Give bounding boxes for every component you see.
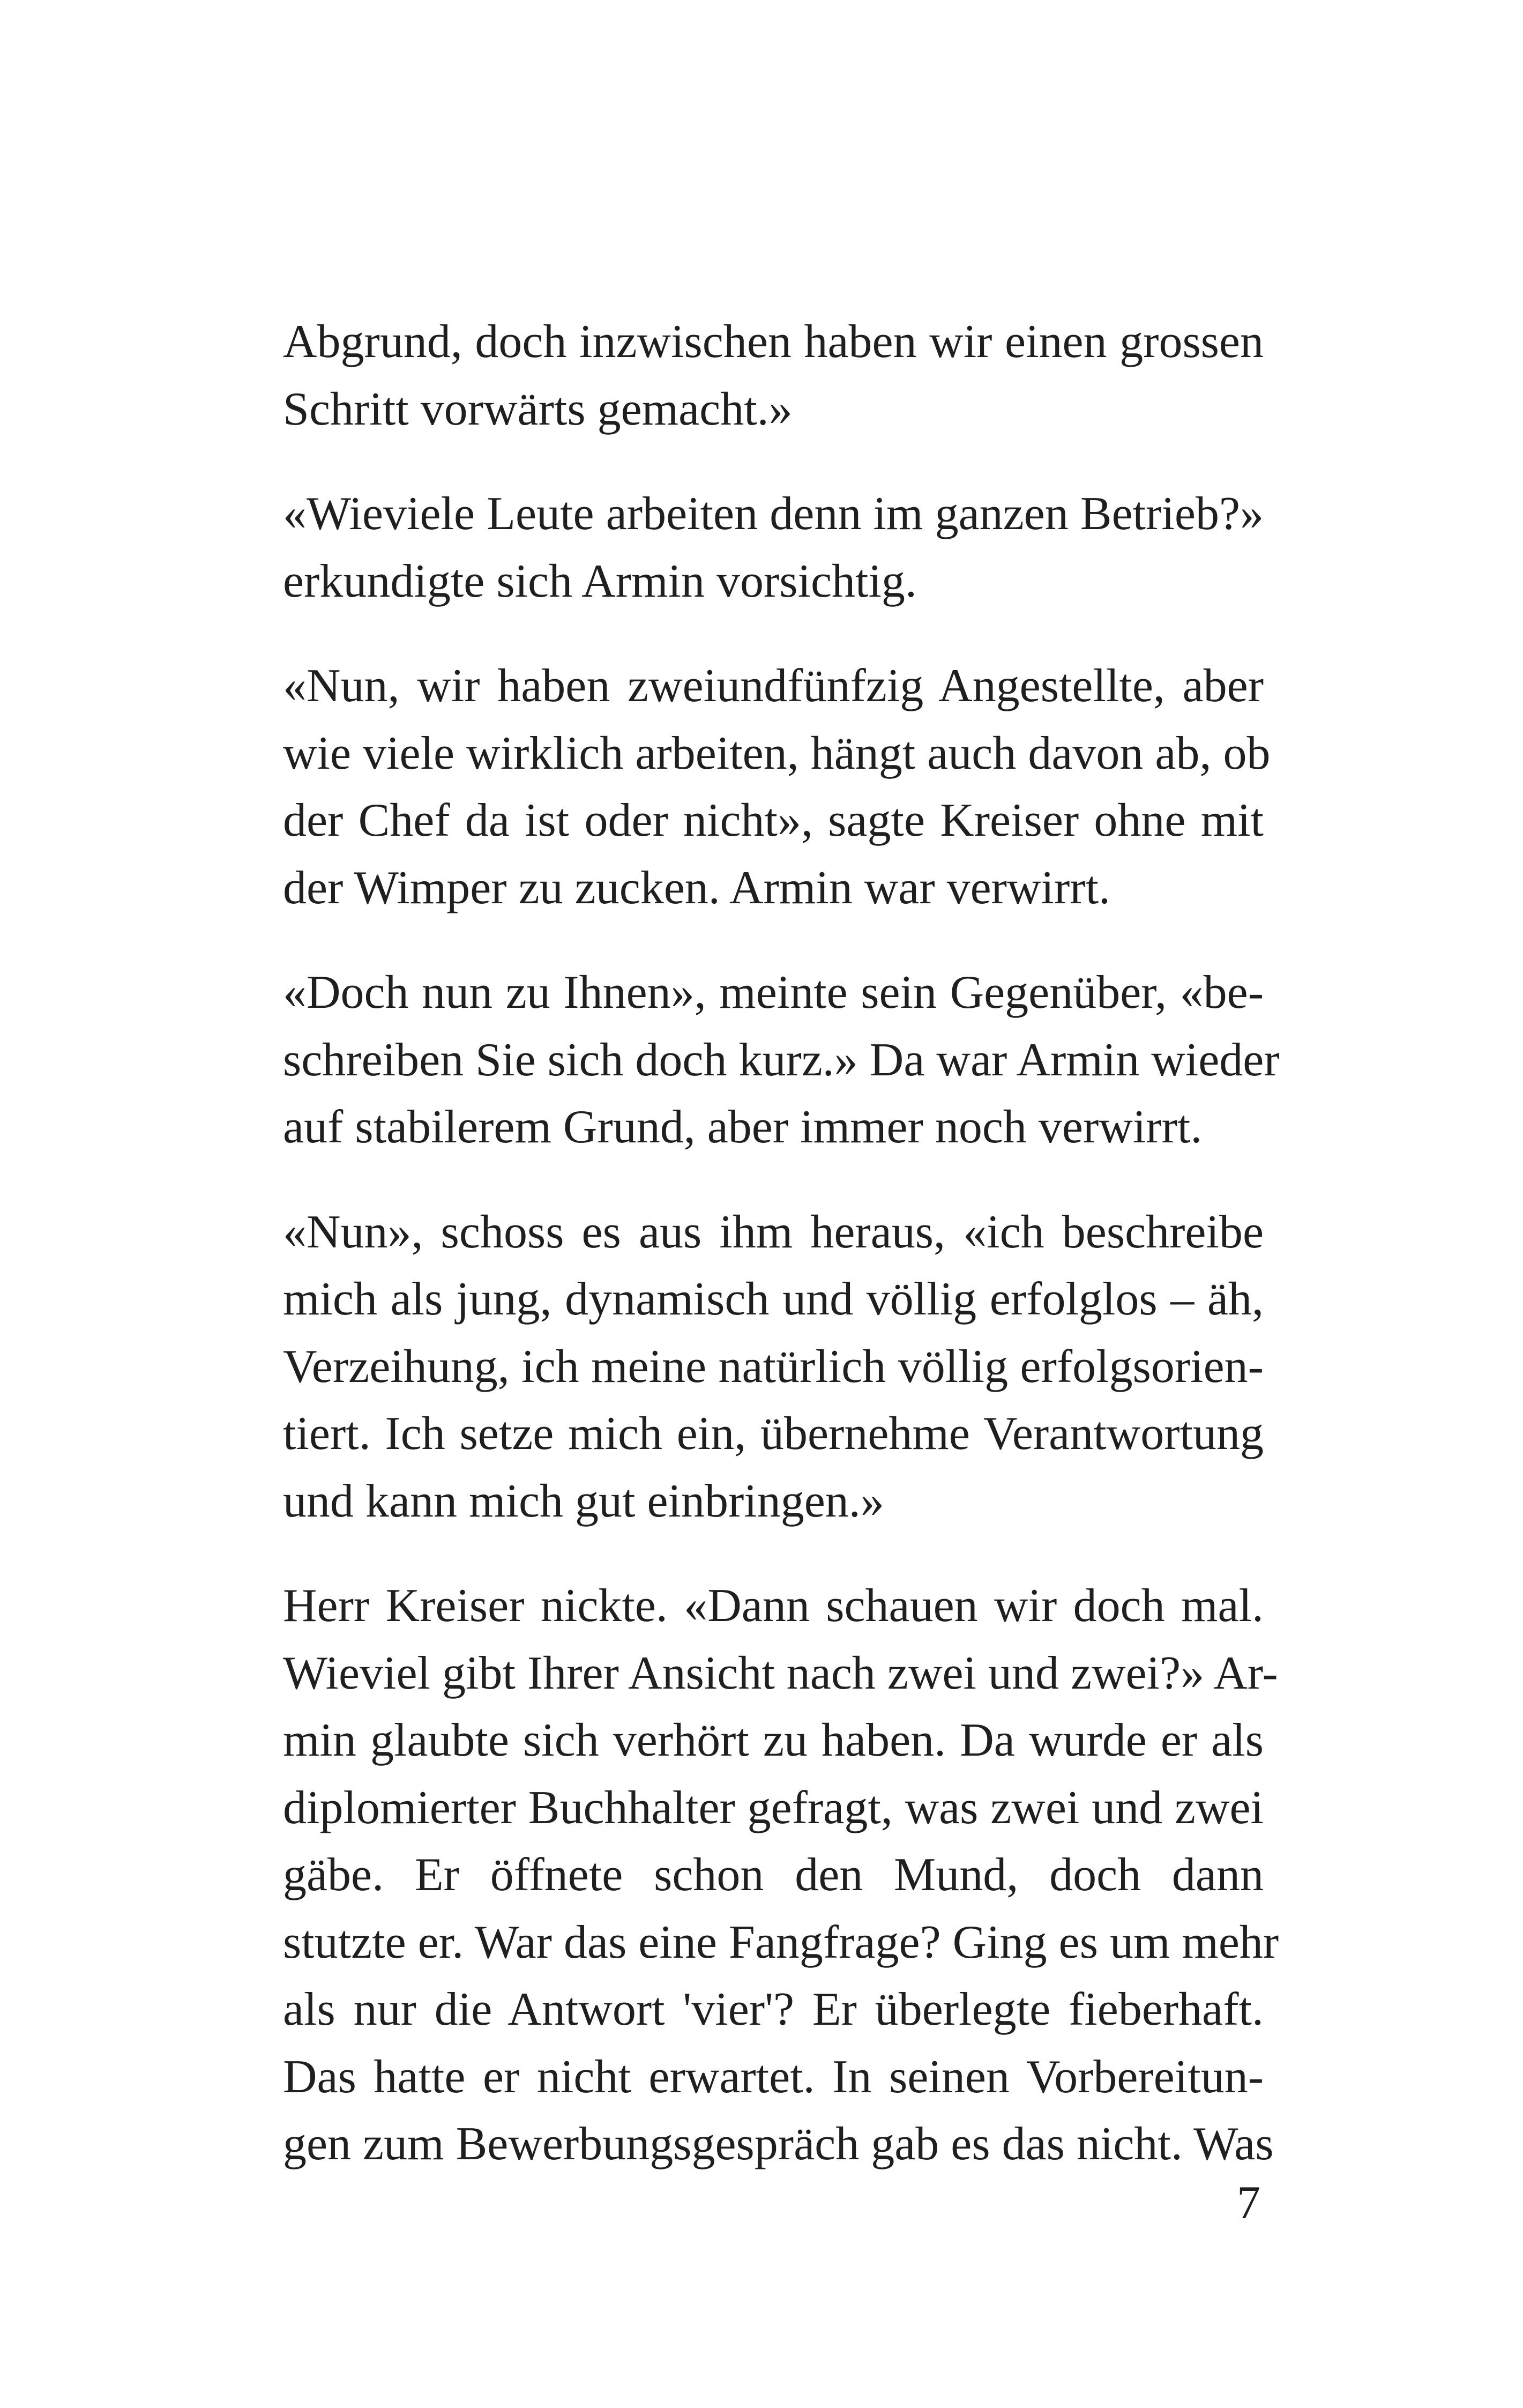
paragraph-4 [283, 959, 1280, 1161]
text-line: tiert. Ich setze mich ein, übernehme Verantwortung [283, 1408, 1264, 1460]
text-line: Das hatte er nicht erwartet. In seinen Vorbereitun- [283, 2050, 1264, 2103]
paragraph-6 [283, 1572, 1279, 2178]
text-line: min glaubte sich verhört zu haben. Da wurde er als [283, 1714, 1264, 1766]
paragraph-3 [283, 652, 1271, 921]
text-line: «Wieviele Leute arbeiten denn im ganzen Betrieb?» [283, 488, 1264, 540]
text-line: Abgrund, doch inzwischen haben wir einen grossen [283, 316, 1264, 368]
text-line: der Chef da ist oder nicht», sagte Kreiser ohne mit [283, 794, 1264, 846]
text-line: der Wimper zu zucken. Armin war verwirrt. [283, 861, 1111, 914]
text-line: «Nun», schoss es aus ihm heraus, «ich beschreibe [283, 1206, 1264, 1258]
paragraph-5 [283, 1199, 1264, 1535]
text-line: gen zum Bewerbungsgespräch gab es das nicht. Was [283, 2118, 1274, 2170]
text-line: erkundigte sich Armin vorsichtig. [283, 555, 917, 607]
text-line: diplomierter Buchhalter gefragt, was zwei und zwei [283, 1781, 1264, 1834]
text-line: Schritt vorwärts gemacht.» [283, 383, 793, 435]
text-line: Wieviel gibt Ihrer Ansicht nach zwei und zwei?» Ar- [283, 1647, 1278, 1699]
text-line: «Doch nun zu Ihnen», meinte sein Gegenüber, «be- [283, 967, 1264, 1019]
text-line: wie viele wirklich arbeiten, hängt auch davon ab, ob [283, 727, 1271, 779]
paragraph-1 [283, 308, 1264, 443]
paragraph-2 [283, 480, 1264, 615]
text-line: und kann mich gut einbringen.» [283, 1475, 884, 1527]
text-line: mich als jung, dynamisch und völlig erfolglos – äh, [283, 1273, 1264, 1325]
text-line: Verzeihung, ich meine natürlich völlig erfolgsorien- [283, 1340, 1264, 1393]
text-line: als nur die Antwort 'vier'? Er überlegte fieberhaft. [283, 1983, 1264, 2035]
text-line: stutzte er. War das eine Fangfrage? Ging es um mehr [283, 1916, 1279, 1968]
text-line: «Nun, wir haben zweiundfünfzig Angestellte, aber [283, 660, 1264, 712]
page-number: 7 [1237, 2177, 1260, 2229]
text-line: gäbe. Er öffnete schon den Mund, doch dann [283, 1849, 1264, 1901]
text-line: auf stabilerem Grund, aber immer noch verwirrt. [283, 1101, 1203, 1153]
text-line: Herr Kreiser nickte. «Dann schauen wir doch mal. [283, 1580, 1264, 1632]
body-text [283, 308, 1280, 2216]
text-line: schreiben Sie sich doch kurz.» Da war Armin wieder [283, 1034, 1280, 1086]
